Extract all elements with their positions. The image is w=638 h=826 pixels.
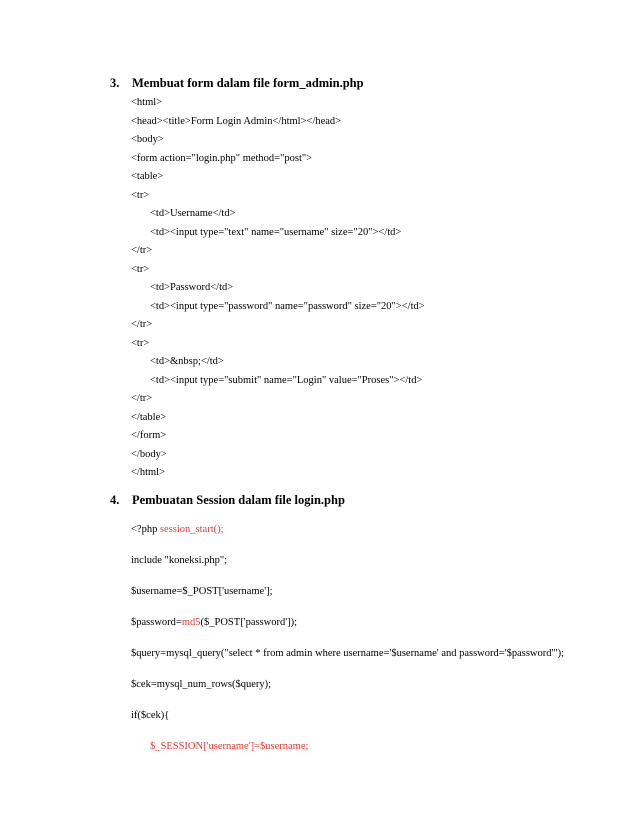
code-line: </table> [131,412,167,423]
code-line: $_SESSION['username']=$username; [150,741,309,752]
code-line: </tr> [131,319,153,330]
code-line: <td><input type="text" name="username" size="20"></td> [150,227,402,238]
code-line: <td>&nbsp;</td> [150,356,224,367]
code-line: </tr> [131,245,153,256]
section-3-number: 3. [110,76,120,90]
code-text: <?php [131,524,160,535]
code-line: <table> [131,171,164,182]
code-text: ($_POST['password']); [200,617,298,628]
code-line: include "koneksi.php"; [131,555,228,566]
code-text: $password= [131,617,182,628]
code-line: if($cek){ [131,710,170,721]
code-line: <head><title>Form Login Admin</html></head> [131,116,342,127]
code-line: <td>Username</td> [150,208,236,219]
section-3-heading [110,76,364,91]
code-line: <body> [131,134,164,145]
code-line: <td><input type="submit" name="Login" value="Proses"></td> [150,375,423,386]
code-line [131,616,297,629]
section-4-title: Pembuatan Session dalam file login.php [132,493,345,507]
code-line: $query=mysql_query("select * from admin where username='$username' and password='$password'"); [131,648,565,659]
code-line: </html> [131,467,166,478]
section-3-title: Membuat form dalam file form_admin.php [132,76,364,90]
code-keyword: md5 [181,617,201,628]
code-line: <html> [131,97,163,108]
code-keyword: session_start(); [159,524,224,535]
section-4-heading [110,493,345,508]
code-line: $username=$_POST['username']; [131,586,273,597]
code-line: <tr> [131,190,150,201]
code-line: <tr> [131,338,150,349]
code-line [131,523,224,536]
code-line: $cek=mysql_num_rows($query); [131,679,272,690]
code-line: <td><input type="password" name="password" size="20"></td> [150,301,425,312]
code-line: </tr> [131,393,153,404]
code-line: <form action="login.php" method="post"> [131,153,313,164]
code-line: <tr> [131,264,150,275]
section-4-number: 4. [110,493,120,507]
code-line: </body> [131,449,167,460]
code-line: <td>Password</td> [150,282,234,293]
code-line: </form> [131,430,167,441]
